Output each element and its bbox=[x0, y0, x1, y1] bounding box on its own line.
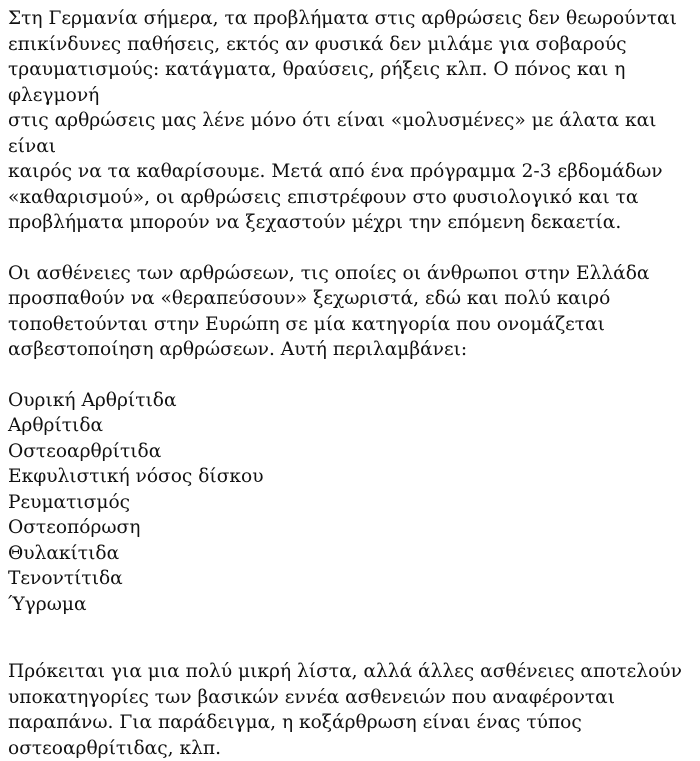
list-item: Εκφυλιστική νόσος δίσκου bbox=[8, 466, 264, 487]
list-item: Αρθρίτιδα bbox=[8, 415, 104, 436]
list-item: Ρευματισμός bbox=[8, 491, 131, 513]
paragraph-spacer bbox=[8, 617, 692, 659]
paragraph-spacer bbox=[8, 236, 692, 261]
joint-diseases-paragraph: Οι ασθένειες των αρθρώσεων, τις οποίες οι άνθρωποι στην Ελλάδα προσπαθούν να «θεραπεύσουν» ξεχωριστά, εδώ και πολύ καιρό τοποθετούνται στην Ευρώπη σε μία κατηγορία που ονομάζεται ασβεστοποίηση αρθρώσεων. Αυτή περιλαμβάνει: bbox=[8, 262, 650, 360]
conditions-list bbox=[8, 388, 692, 618]
paragraph-spacer bbox=[8, 363, 692, 388]
closing-paragraph: Πρόκειται για μια πολύ μικρή λίστα, αλλά άλλες ασθένειες αποτελούν υποκατηγορίες των βασικών εννέα ασθενειών που αναφέρονται παραπάνω. Για παράδειγμα, η κοξάρθρωση είναι ένας τύπος οστεοαρθρίτιδας, κλπ. bbox=[8, 661, 682, 759]
list-item: Ύγρωμα bbox=[8, 593, 87, 615]
intro-paragraph: Στη Γερμανία σήμερα, τα προβλήματα στις αρθρώσεις δεν θεωρούνται επικίνδυνες παθήσεις, εκτός αν φυσικά δεν μιλάμε για σοβαρούς τραυματισμούς: κατάγματα, θραύσεις, ρήξεις κλπ. Ο πόνος και η φλεγμονή στις αρθρώσεις μας λένε μόνο ότι είναι «μολυσμένες» με άλατα και είναι καιρός να τα καθαρίσουμε. Μετά από ένα πρόγραμμα 2-3 εβδομάδων «καθαρισμού», οι αρθρώσεις επιστρέφουν στο φυσιολογικό και τα προβλήματα μπορούν να ξεχαστούν μέχρι την επόμενη δεκαετία. bbox=[8, 8, 677, 233]
list-item: Οστεοπόρωση bbox=[8, 517, 141, 538]
list-item: Τενοντίτιδα bbox=[8, 568, 123, 589]
list-item: Ουρική Αρθρίτιδα bbox=[8, 389, 177, 411]
list-item: Οστεοαρθρίτιδα bbox=[8, 440, 162, 462]
list-item: Θυλακίτιδα bbox=[8, 542, 120, 564]
